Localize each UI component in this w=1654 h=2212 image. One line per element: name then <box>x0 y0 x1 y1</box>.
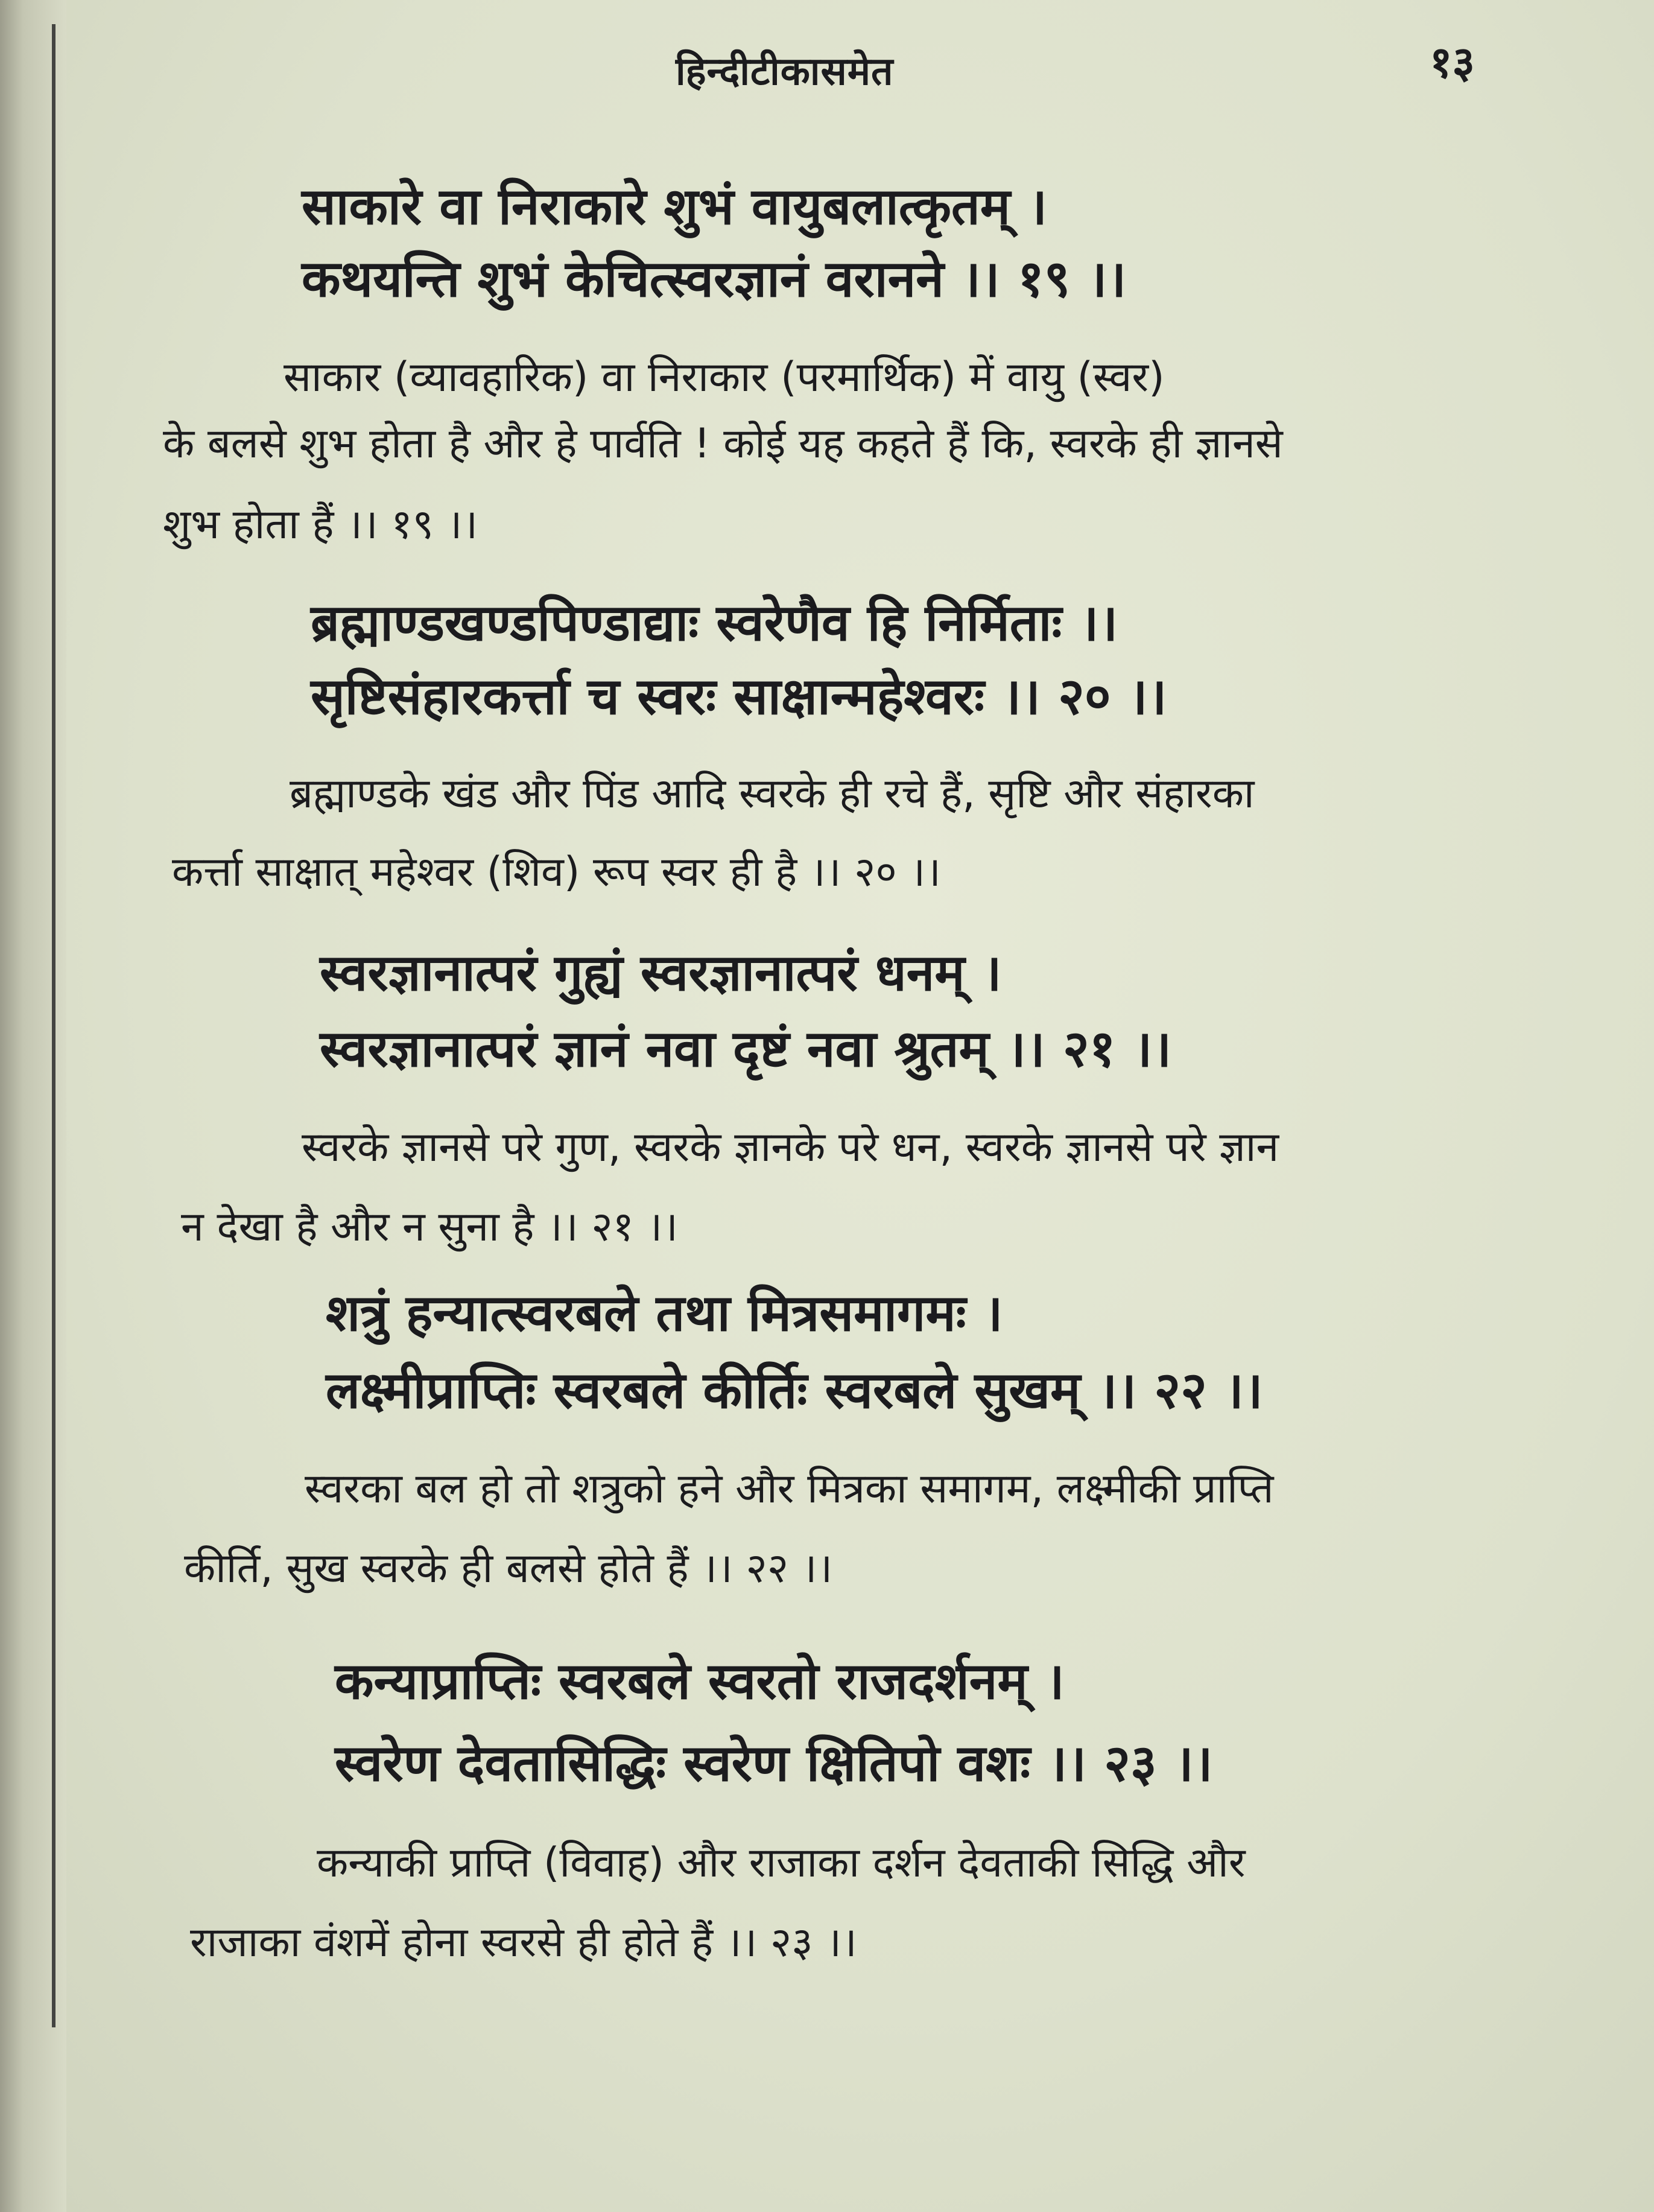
translation-20-line-2: कर्त्ता साक्षात् महेश्वर (शिव) रूप स्वर ही है ।। २० ।। <box>172 848 941 896</box>
running-head: हिन्दीटीकासमेत <box>676 49 894 94</box>
verse-22-line-2: लक्ष्मीप्राप्तिः स्वरबले कीर्तिः स्वरबले सुखम् ।। २२ ।। <box>326 1361 1263 1420</box>
translation-19-line-3: शुभ होता हैं ।। १९ ।। <box>163 501 478 548</box>
translation-19-line-2: के बलसे शुभ होता है और हे पार्वति ! कोई यह कहते हैं कि, स्वरके ही ज्ञानसे <box>163 420 1283 468</box>
translation-22-line-1: स्वरका बल हो तो शत्रुको हने और मित्रका समागम, लक्ष्मीकी प्राप्ति <box>305 1465 1274 1513</box>
translation-21-line-2: न देखा है और न सुना है ।। २१ ।। <box>181 1203 679 1251</box>
translation-21-line-1: स्वरके ज्ञानसे परे गुण, स्वरके ज्ञानके परे धन, स्वरके ज्ञानसे परे ज्ञान <box>302 1123 1279 1171</box>
verse-20-line-2: सृष्टिसंहारकर्त्ता च स्वरः साक्षान्महेश्वरः ।। २० ।। <box>311 667 1167 726</box>
translation-19-line-1: साकार (व्यावहारिक) वा निराकार (परमार्थिक) में वायु (स्वर) <box>284 354 1165 401</box>
margin-rule <box>52 24 55 2027</box>
verse-23-line-1: कन्याप्राप्तिः स्वरबले स्वरतो राजदर्शनम् । <box>335 1651 1065 1711</box>
verse-21-line-2: स्वरज्ञानात्परं ज्ञानं नवा दृष्टं नवा श्रुतम् ।। २१ ।। <box>320 1019 1172 1078</box>
book-spine-shadow <box>0 0 66 2212</box>
translation-20-line-1: ब्रह्माण्डके खंड और पिंड आदि स्वरके ही रचे हैं, सृष्टि और संहारका <box>290 770 1255 818</box>
verse-19-line-1: साकारे वा निराकारे शुभं वायुबलात्कृतम् । <box>302 177 1048 236</box>
page-number: १३ <box>1430 37 1475 87</box>
translation-23-line-2: राजाका वंशमें होना स्वरसे ही होते हैं ।। २३ ।। <box>190 1919 857 1966</box>
verse-21-line-1: स्वरज्ञानात्परं गुह्यं स्वरज्ञानात्परं धनम् । <box>320 943 1002 1002</box>
verse-23-line-2: स्वरेण देवतासिद्धिः स्वरेण क्षितिपो वशः ।। २३ ।। <box>335 1734 1213 1793</box>
verse-19-line-2: कथयन्ति शुभं केचित्स्वरज्ञानं वरानने ।। १९ ।। <box>302 249 1127 308</box>
translation-23-line-1: कन्याकी प्राप्ति (विवाह) और राजाका दर्शन देवताकी सिद्धि और <box>317 1839 1246 1887</box>
translation-22-line-2: कीर्ति, सुख स्वरके ही बलसे होते हैं ।। २२ ।। <box>184 1545 833 1592</box>
verse-20-line-1: ब्रह्माण्डखण्डपिण्डाद्याः स्वरेणैव हि निर्मिताः ।। <box>311 593 1118 652</box>
verse-22-line-1: शत्रुं हन्यात्स्वरबले तथा मित्रसमागमः । <box>326 1283 1003 1343</box>
